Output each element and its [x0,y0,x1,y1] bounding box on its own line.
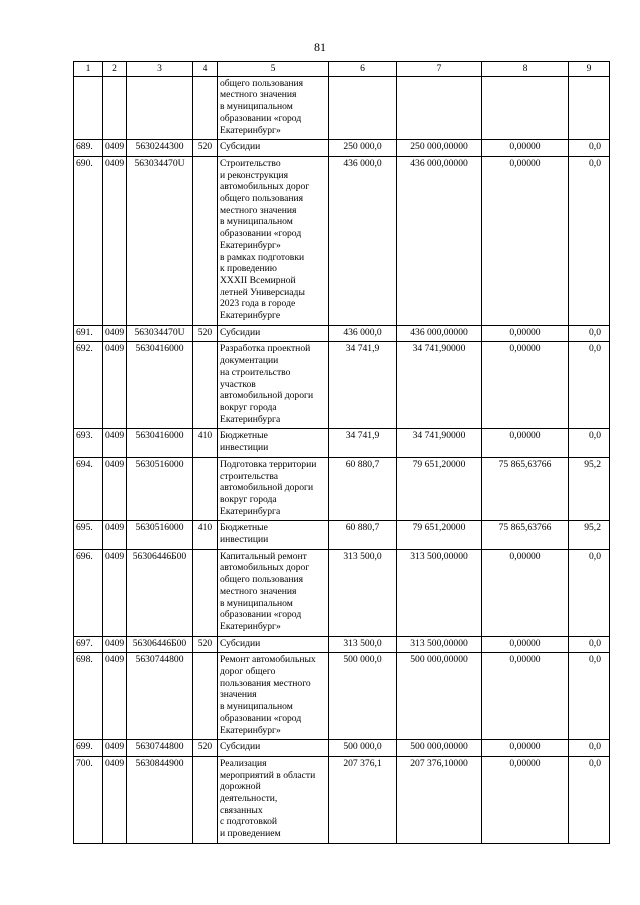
expense-type-cell [193,156,218,325]
target-code-cell: 5630744800 [127,653,193,740]
page-number: 81 [314,40,326,54]
row-number-cell: 691. [74,325,103,342]
table-row [74,653,610,740]
item-name-cell: Субсидии [218,325,329,342]
executed-amount-cell: 0,00000 [482,342,569,429]
execution-percent-cell: 0,0 [569,549,610,636]
table-row [74,549,610,636]
item-name-cell: общего пользования местного значения в муниципальном образовании «город Екатеринбург» [218,76,329,140]
table-row [74,521,610,549]
execution-percent-cell [569,76,610,140]
expense-type-cell: 410 [193,521,218,549]
target-code-cell: 5630416000 [127,429,193,457]
target-code-cell: 563034470U [127,325,193,342]
target-code-cell: 563034470U [127,156,193,325]
item-name-cell: Разработка проектной документации на строительство участков автомобильной дороги вокруг города Екатеринбурга [218,342,329,429]
expense-type-cell: 520 [193,325,218,342]
planned-amount-cell [329,76,397,140]
specified-amount-cell: 79 651,20000 [397,521,482,549]
expense-type-cell: 520 [193,740,218,757]
table-row [74,76,610,140]
planned-amount-cell: 436 000,0 [329,325,397,342]
item-name-cell: Бюджетные инвестиции [218,429,329,457]
table-row [74,325,610,342]
target-code-cell: 5630516000 [127,521,193,549]
expense-type-cell [193,549,218,636]
row-number-cell: 694. [74,457,103,521]
item-name-cell: Ремонт автомобильных дорог общего пользования местного значения в муниципальном образовании «город Екатеринбург» [218,653,329,740]
row-number-cell: 699. [74,740,103,757]
execution-percent-cell: 0,0 [569,740,610,757]
executed-amount-cell: 0,00000 [482,756,569,843]
table-row [74,636,610,653]
executed-amount-cell: 0,00000 [482,549,569,636]
column-header: 9 [569,62,610,77]
executed-amount-cell: 0,00000 [482,653,569,740]
row-number-cell: 695. [74,521,103,549]
expense-type-cell [193,653,218,740]
column-header: 5 [218,62,329,77]
executed-amount-cell: 0,00000 [482,325,569,342]
executed-amount-cell: 0,00000 [482,156,569,325]
section-cell: 0409 [103,653,127,740]
budget-table [73,61,610,844]
executed-amount-cell: 0,00000 [482,429,569,457]
planned-amount-cell: 500 000,0 [329,653,397,740]
specified-amount-cell: 34 741,90000 [397,429,482,457]
expense-type-cell: 520 [193,636,218,653]
target-code-cell: 5630416000 [127,342,193,429]
row-number-cell: 698. [74,653,103,740]
executed-amount-cell: 75 865,63766 [482,521,569,549]
item-name-cell: Субсидии [218,636,329,653]
planned-amount-cell: 34 741,9 [329,429,397,457]
table-row [74,756,610,843]
section-cell: 0409 [103,756,127,843]
section-cell [103,76,127,140]
table-row [74,342,610,429]
table-header-row [74,62,610,77]
execution-percent-cell: 95,2 [569,521,610,549]
specified-amount-cell: 436 000,00000 [397,325,482,342]
execution-percent-cell: 0,0 [569,140,610,157]
planned-amount-cell: 250 000,0 [329,140,397,157]
planned-amount-cell: 34 741,9 [329,342,397,429]
planned-amount-cell: 313 500,0 [329,636,397,653]
section-cell: 0409 [103,521,127,549]
target-code-cell: 5630844900 [127,756,193,843]
expense-type-cell [193,756,218,843]
target-code-cell: 56306446Б00 [127,549,193,636]
item-name-cell: Бюджетные инвестиции [218,521,329,549]
item-name-cell: Субсидии [218,740,329,757]
row-number-cell: 696. [74,549,103,636]
execution-percent-cell: 0,0 [569,429,610,457]
specified-amount-cell: 436 000,00000 [397,156,482,325]
expense-type-cell [193,457,218,521]
specified-amount-cell: 207 376,10000 [397,756,482,843]
execution-percent-cell: 95,2 [569,457,610,521]
target-code-cell: 56306446Б00 [127,636,193,653]
execution-percent-cell: 0,0 [569,756,610,843]
item-name-cell: Субсидии [218,140,329,157]
table-row [74,156,610,325]
executed-amount-cell: 0,00000 [482,740,569,757]
section-cell: 0409 [103,429,127,457]
planned-amount-cell: 500 000,0 [329,740,397,757]
column-header: 4 [193,62,218,77]
section-cell: 0409 [103,325,127,342]
column-header: 7 [397,62,482,77]
section-cell: 0409 [103,457,127,521]
row-number-cell: 692. [74,342,103,429]
expense-type-cell [193,76,218,140]
planned-amount-cell: 60 880,7 [329,521,397,549]
execution-percent-cell: 0,0 [569,156,610,325]
target-code-cell: 5630516000 [127,457,193,521]
section-cell: 0409 [103,140,127,157]
item-name-cell: Подготовка территории строительства автомобильной дороги вокруг города Екатеринбурга [218,457,329,521]
planned-amount-cell: 436 000,0 [329,156,397,325]
column-header: 3 [127,62,193,77]
target-code-cell: 5630744800 [127,740,193,757]
execution-percent-cell: 0,0 [569,342,610,429]
specified-amount-cell: 250 000,00000 [397,140,482,157]
specified-amount-cell: 79 651,20000 [397,457,482,521]
executed-amount-cell: 75 865,63766 [482,457,569,521]
item-name-cell: Капитальный ремонт автомобильных дорог общего пользования местного значения в муниципальном образовании «город Екатеринбург» [218,549,329,636]
execution-percent-cell: 0,0 [569,653,610,740]
table-row [74,429,610,457]
column-header: 2 [103,62,127,77]
row-number-cell [74,76,103,140]
section-cell: 0409 [103,342,127,429]
section-cell: 0409 [103,549,127,636]
specified-amount-cell [397,76,482,140]
row-number-cell: 700. [74,756,103,843]
row-number-cell: 690. [74,156,103,325]
executed-amount-cell: 0,00000 [482,636,569,653]
executed-amount-cell [482,76,569,140]
planned-amount-cell: 60 880,7 [329,457,397,521]
section-cell: 0409 [103,156,127,325]
table-row [74,740,610,757]
item-name-cell: Строительство и реконструкция автомобильных дорог общего пользования местного значения в муниципальном образовании «город Екатеринбург» в рамках подготовки к проведению XXXII Всемирной летней Универсиады 2023 года в городе Екатеринбурге [218,156,329,325]
expense-type-cell: 520 [193,140,218,157]
row-number-cell: 693. [74,429,103,457]
table-row [74,140,610,157]
execution-percent-cell: 0,0 [569,325,610,342]
column-header: 8 [482,62,569,77]
planned-amount-cell: 207 376,1 [329,756,397,843]
specified-amount-cell: 500 000,00000 [397,740,482,757]
section-cell: 0409 [103,740,127,757]
row-number-cell: 689. [74,140,103,157]
column-header: 1 [74,62,103,77]
specified-amount-cell: 34 741,90000 [397,342,482,429]
planned-amount-cell: 313 500,0 [329,549,397,636]
specified-amount-cell: 500 000,00000 [397,653,482,740]
section-cell: 0409 [103,636,127,653]
item-name-cell: Реализация мероприятий в области дорожной деятельности, связанных с подготовкой и проведением [218,756,329,843]
target-code-cell: 5630244300 [127,140,193,157]
target-code-cell [127,76,193,140]
execution-percent-cell: 0,0 [569,636,610,653]
table-row [74,457,610,521]
specified-amount-cell: 313 500,00000 [397,549,482,636]
specified-amount-cell: 313 500,00000 [397,636,482,653]
executed-amount-cell: 0,00000 [482,140,569,157]
expense-type-cell [193,342,218,429]
expense-type-cell: 410 [193,429,218,457]
column-header: 6 [329,62,397,77]
row-number-cell: 697. [74,636,103,653]
